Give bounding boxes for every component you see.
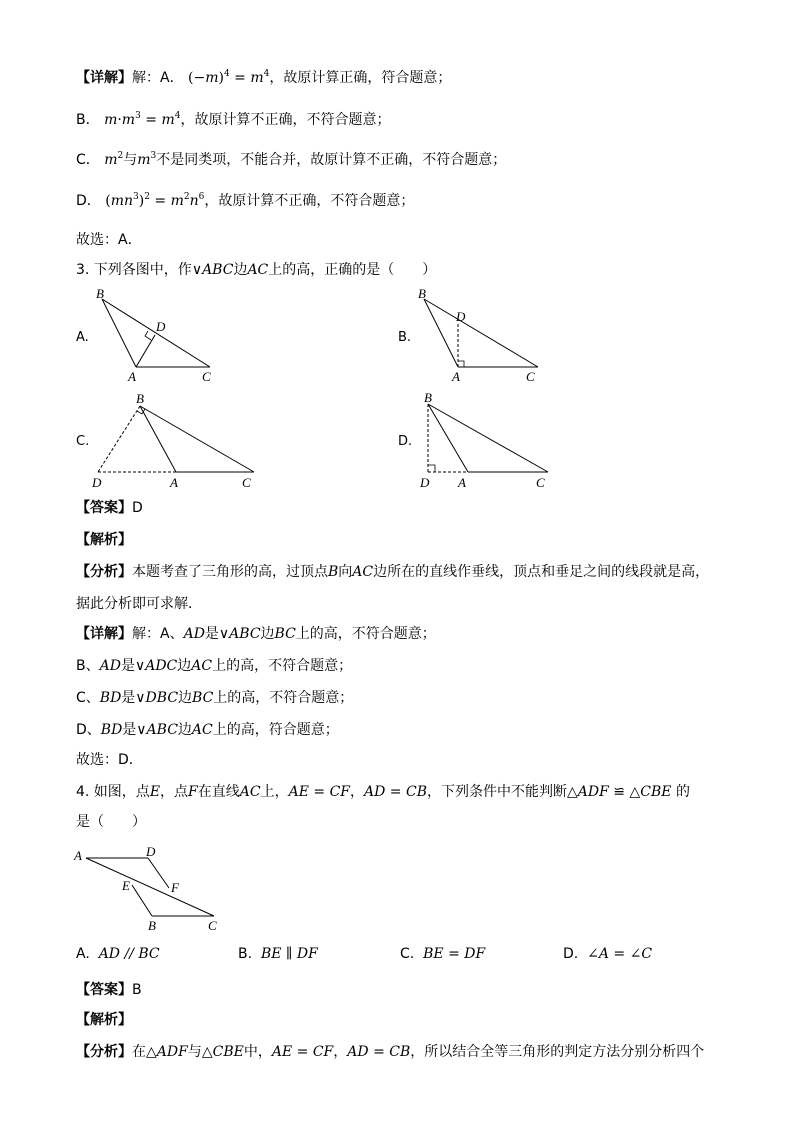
svg-text:B: B	[96, 286, 104, 301]
q2-conclusion: 故选：A．	[76, 232, 142, 248]
option-label-d: D.	[398, 434, 413, 449]
q4-analysis-tag: 【解析】	[76, 1012, 132, 1028]
formula: $(-m)^4 = m^4$	[188, 69, 270, 86]
q4-option-a: A. AD // BC	[76, 946, 160, 962]
q3-stem: 3. 下列各图中，作∨ABC边AC上的高，正确的是（ ）	[76, 262, 437, 278]
formula: $m\cdot m^3 = m^4$	[104, 111, 181, 128]
figure-q4	[72, 842, 222, 934]
q4-stem-1: 4. 如图，点E，点F在直线AC上，AE = CF，AD = CB，下列条件中不能判断△ADF ≌ △CBE 的	[76, 784, 690, 800]
q2-detail-b: B． $m\cdot m^3 = m^4$，故原计算不正确，不符合题意；	[76, 111, 391, 128]
option-label-b: B.	[398, 330, 412, 345]
q4-option-b: B. BE ∥ DF	[238, 946, 318, 962]
figure-option-b	[412, 285, 552, 385]
q3-analysis-2: 据此分析即可求解．	[76, 596, 202, 612]
option-label-a: A.	[76, 330, 89, 345]
q4-stem-2: 是（ ）	[76, 814, 146, 830]
triangle-diagram	[90, 390, 265, 490]
q3-detail-a: 【详解】解：A、AD是∨ABC边BC上的高，不符合题意；	[76, 626, 436, 642]
svg-text:D: D	[156, 319, 166, 334]
q4-analysis-1: 【分析】在△ADF与△CBE中，AE = CF，AD = CB，所以结合全等三角形的判定方法分别分析四个	[76, 1044, 705, 1060]
svg-text:D: D	[420, 475, 430, 490]
svg-text:C: C	[536, 475, 545, 490]
svg-text:A: A	[128, 369, 136, 384]
svg-text:B: B	[418, 286, 426, 301]
q3-conclusion: 故选：D．	[76, 752, 143, 768]
triangle-diagram	[412, 390, 562, 490]
triangle-diagram	[412, 285, 552, 385]
svg-text:E: E	[122, 878, 130, 893]
svg-text:A: A	[74, 848, 82, 863]
q3-detail-c: C、BD是∨DBC边BC上的高，不符合题意；	[76, 690, 354, 706]
svg-text:D: D	[92, 475, 102, 490]
figure-option-a	[90, 285, 220, 385]
figure-option-c	[90, 390, 265, 490]
formula: $m^2$	[104, 151, 124, 168]
option-label-c: C.	[76, 434, 90, 449]
svg-text:B: B	[136, 391, 144, 406]
svg-text:C: C	[208, 918, 217, 933]
svg-text:D: D	[456, 309, 466, 324]
q2-detail-c: C． $m^2$与$m^3$不是同类项，不能合并，故原计算不正确，不符合题意；	[76, 151, 507, 168]
svg-text:B: B	[148, 918, 156, 933]
svg-text:A: A	[458, 475, 466, 490]
q4-option-c: C. BE = DF	[400, 946, 486, 962]
q3-analysis-1: 【分析】本题考查了三角形的高，过顶点B向AC边所在的直线作垂线，顶点和垂足之间的线段就是高，	[76, 564, 710, 580]
q3-detail-d: D、BD是∨ABC边AC上的高，符合题意；	[76, 722, 339, 738]
svg-text:C: C	[242, 475, 251, 490]
q3-detail-b: B、AD是∨ADC边AC上的高，不符合题意；	[76, 658, 353, 674]
svg-text:B: B	[424, 390, 432, 405]
triangle-diagram	[90, 285, 220, 385]
formula: $(mn^3)^2 = m^2n^6$	[105, 192, 205, 209]
q2-detail-a: 【详解】解：A． $(-m)^4 = m^4$，故原计算正确，符合题意；	[76, 69, 452, 86]
svg-text:A: A	[170, 475, 178, 490]
svg-text:C: C	[202, 369, 211, 384]
q3-analysis-tag: 【解析】	[76, 532, 132, 548]
figure-option-d	[412, 390, 562, 490]
formula: $m^3$	[137, 151, 157, 168]
quadrilateral-diagram	[72, 842, 222, 934]
q2-detail-d: D． $(mn^3)^2 = m^2n^6$，故原计算不正确，不符合题意；	[76, 192, 415, 209]
svg-text:C: C	[526, 369, 535, 384]
svg-text:D: D	[146, 844, 156, 859]
svg-text:F: F	[171, 880, 179, 895]
q4-answer: 【答案】B	[76, 982, 142, 998]
q4-option-d: D. ∠A = ∠C	[563, 946, 653, 962]
svg-text:A: A	[452, 369, 460, 384]
q3-answer: 【答案】D	[76, 500, 143, 516]
